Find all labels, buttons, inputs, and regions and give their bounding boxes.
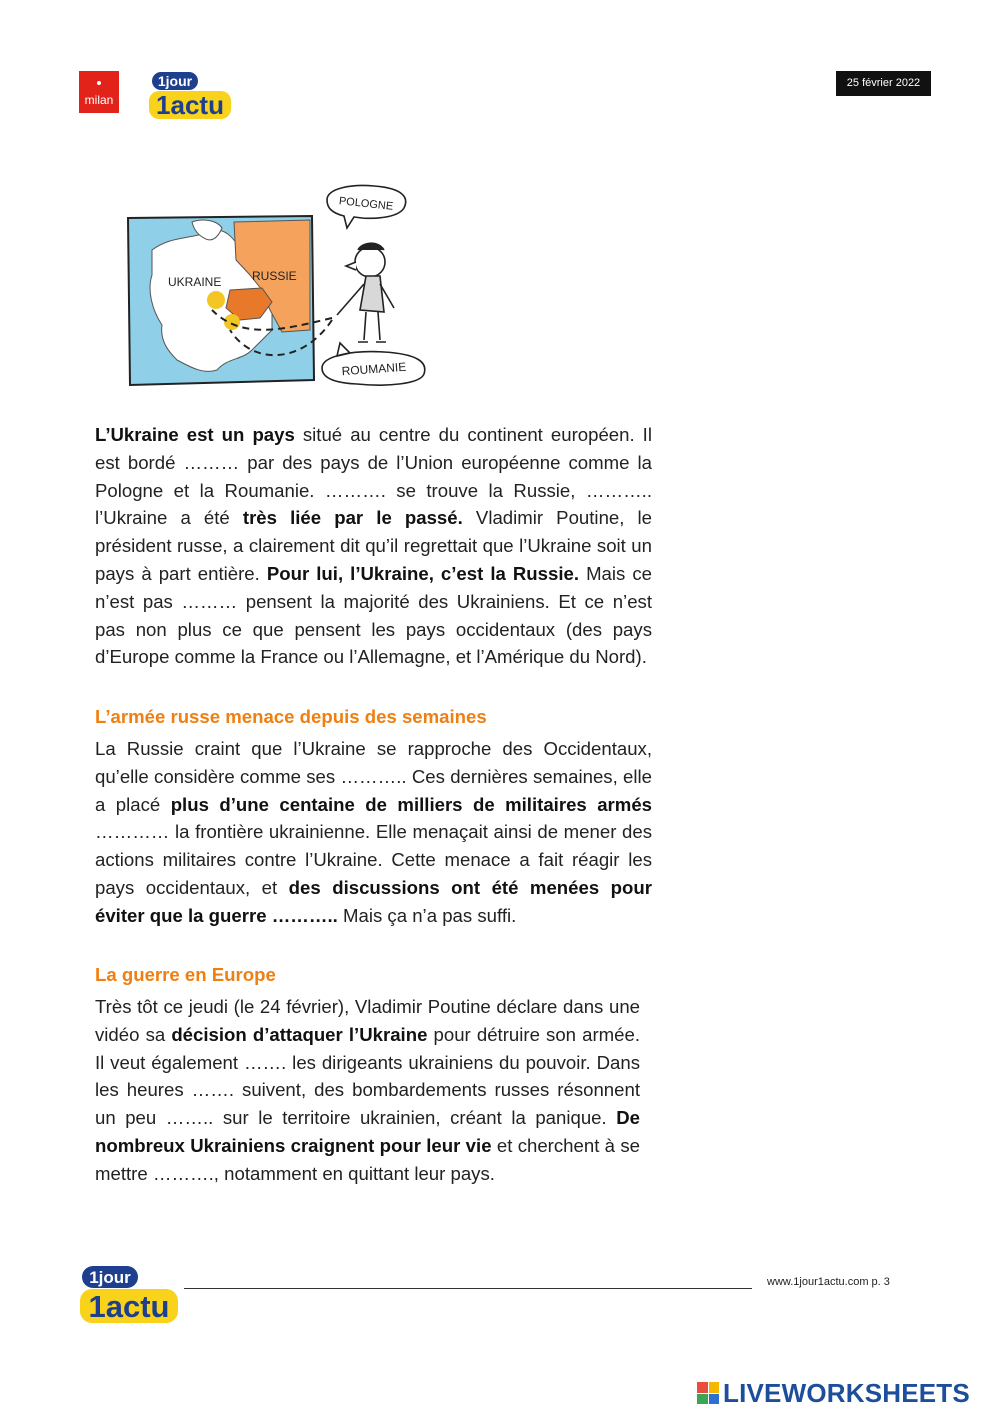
footer-url-page: www.1jour1actu.com p. 3 bbox=[767, 1276, 890, 1288]
milan-logo-text: milan bbox=[84, 93, 114, 107]
text-run: et cherchent à se mettre ………., notamment en quittant leur pays. bbox=[95, 1134, 640, 1184]
bubble-roumanie-text: ROUMANIE bbox=[341, 359, 407, 379]
bold-text-run: Pour lui, l’Ukraine, c’est la Russie. bbox=[266, 562, 580, 584]
text-run: Mais ce n’est pas ……… pensent la majorité des Ukrainiens. Et ce n’est pas non plus ce que pensent les pays occidentaux (des pays d’Europe comme la France ou l’Allemagne, et l’Amérique du Nord). bbox=[95, 562, 653, 668]
footer-1jour-text: 1jour bbox=[89, 1268, 131, 1287]
milan-logo-dot bbox=[97, 81, 101, 85]
ukraine-map-illustration bbox=[122, 180, 442, 390]
date-badge: 25 février 2022 bbox=[836, 71, 931, 96]
romania-highlight bbox=[224, 314, 240, 330]
text-run: ………… la frontière ukrainienne. Elle menaçait ainsi de mener des actions militaires contre l’Ukraine. Cette menace a fait réagir les pays occidentaux, et bbox=[95, 821, 652, 898]
text-run: situé au centre du continent européen. Il est bordé ……… par des pays de l’Union européenne comme la Pologne et la Roumanie. ………. se trouve la Russie, ……….. l’Ukraine a été bbox=[95, 424, 652, 529]
footer-1jour1actu-logo bbox=[80, 1265, 180, 1325]
text-run: Mais ça n’a pas suffi. bbox=[337, 904, 517, 926]
label-russie: RUSSIE bbox=[252, 269, 297, 283]
article-paragraph-2 bbox=[95, 735, 652, 930]
footer-divider bbox=[184, 1288, 752, 1289]
section-heading-army: L’armée russe menace depuis des semaines bbox=[95, 706, 487, 727]
bold-text-run: décision d’attaquer l’Ukraine bbox=[171, 1023, 428, 1045]
footer-1actu-text: 1actu bbox=[88, 1289, 170, 1324]
bold-text-run: L’Ukraine est un pays bbox=[95, 424, 295, 445]
liveworksheets-watermark bbox=[697, 1377, 970, 1409]
text-run: La Russie craint que l’Ukraine se rapproche des Occidentaux, qu’elle considère comme ses ……….. Ces dernières semaines, elle a placé bbox=[95, 738, 652, 815]
text-run: Très tôt ce jeudi (le 24 février), Vladimir Poutine déclare dans une vidéo sa bbox=[95, 996, 640, 1045]
text-run: pour détruire son armée. Il veut également ……. les dirigeants ukrainiens du pouvoir. Dans les heures ……. suivent, des bombardements russes résonnent un peu …….. sur le territoire ukrainien, créant la panique. bbox=[95, 1023, 640, 1129]
article-paragraph-1 bbox=[95, 421, 652, 671]
article-paragraph-3 bbox=[95, 993, 640, 1188]
milan-logo bbox=[79, 71, 119, 113]
section-heading-war: La guerre en Europe bbox=[95, 964, 276, 985]
poland-highlight bbox=[207, 291, 225, 309]
bold-text-run: De nombreux Ukrainiens craignent pour leur vie bbox=[95, 1107, 640, 1156]
1jour-logo-text: 1jour bbox=[157, 73, 193, 89]
label-ukraine: UKRAINE bbox=[168, 275, 222, 289]
1actu-logo-text: 1actu bbox=[156, 90, 224, 120]
bold-text-run: très liée par le passé. bbox=[242, 507, 463, 529]
1jour1actu-logo bbox=[149, 71, 233, 121]
text-run: Vladimir Poutine, le président russe, a clairement dit qu’il regrettait que l’Ukraine soit un pays à part entière. bbox=[95, 507, 652, 584]
bold-text-run: plus d’une centaine de milliers de militaires armés bbox=[170, 793, 652, 815]
bold-text-run: des discussions ont été menées pour éviter que la guerre ……….. bbox=[95, 876, 652, 926]
bubble-pologne-text: POLOGNE bbox=[338, 195, 394, 213]
liveworksheets-icon bbox=[697, 1382, 719, 1404]
liveworksheets-text: LIVEWORKSHEETS bbox=[723, 1377, 970, 1408]
pointing-character bbox=[337, 243, 394, 342]
